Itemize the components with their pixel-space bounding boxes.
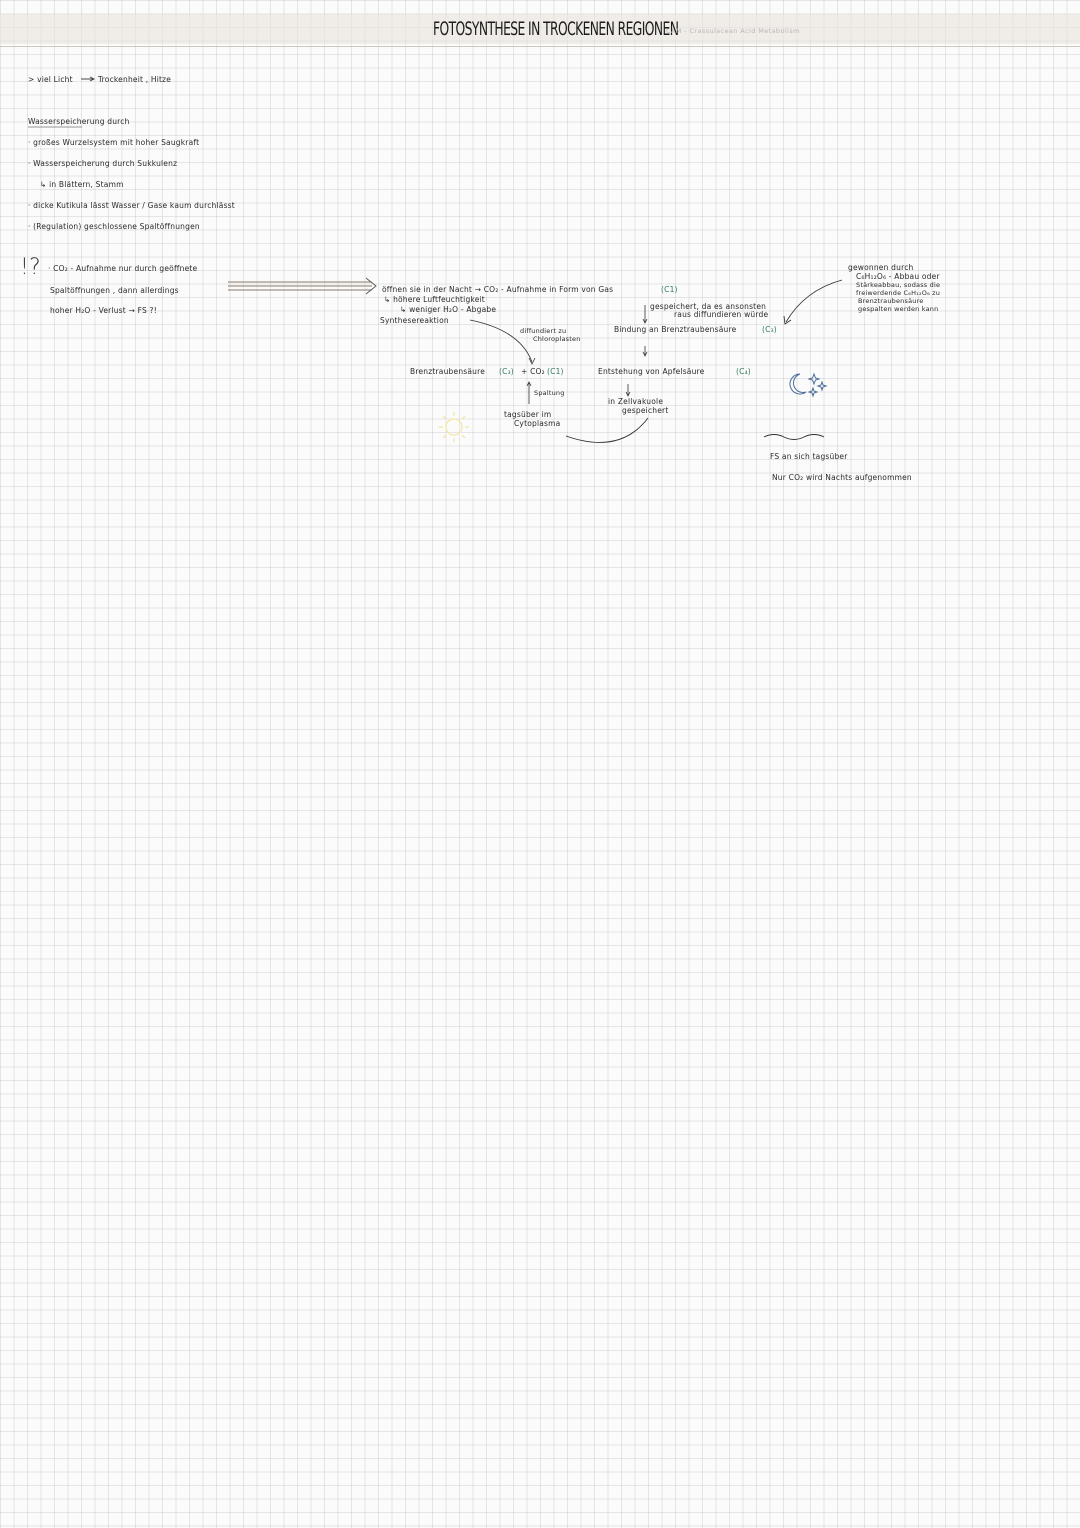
intro-light: > viel Licht <box>28 75 73 84</box>
storage-item: · (Regulation) geschlossene Spaltöffnungen <box>28 222 200 231</box>
plus-co2: + CO₂ <box>521 367 545 376</box>
gained-note: C₆H₁₂O₆ - Abbau oder <box>856 272 940 281</box>
cytoplasm: Cytoplasma <box>514 419 561 428</box>
c1b-label: (C1) <box>547 367 564 376</box>
problem-line: · CO₂ - Aufnahme nur durch geöffnete <box>48 264 198 273</box>
binding: Bindung an Brenztraubensäure <box>614 325 737 334</box>
double-arrow-icon <box>228 278 376 294</box>
synthesis: Synthesereaktion <box>380 316 449 325</box>
problem-line: Spaltöffnungen , dann allerdings <box>50 286 179 295</box>
storage-item: · dicke Kutikula lässt Wasser / Gase kaum durchlässt <box>28 201 235 210</box>
storage-item: · Wasserspeicherung durch Sukkulenz <box>28 159 178 168</box>
pyruvic-acid: Brenztraubensäure <box>410 367 486 376</box>
stored-reason: raus diffundieren würde <box>674 310 769 319</box>
gained-note: Brenztraubensäure <box>858 297 924 305</box>
c4-label: (C₄) <box>736 367 751 376</box>
gained-note: freiwerdende C₆H₁₂O₆ zu <box>856 289 941 297</box>
humidity: ↳ höhere Luftfeuchtigkeit <box>384 295 485 304</box>
less-water: ↳ weniger H₂O - Abgabe <box>400 305 497 314</box>
gained-note: Stärkeabbau, sodass die <box>856 281 941 289</box>
problem-mark: !? <box>20 255 41 280</box>
storage-item: ↳ in Blättern, Stamm <box>40 180 124 189</box>
gained-note: gewonnen durch <box>848 263 914 272</box>
page-title: FOTOSYNTHESE IN TROCKENEN REGIONEN <box>433 18 679 40</box>
gained-note: gespalten werden kann <box>858 305 939 313</box>
c1-label: (C1) <box>661 285 678 294</box>
vacuole: in Zellvakuole <box>608 397 664 406</box>
moon-stars-icon <box>790 374 826 396</box>
header-divider <box>0 46 1080 47</box>
storage-item: · großes Wurzelsystem mit hoher Saugkraft <box>28 138 200 147</box>
daytime: tagsüber im <box>504 410 552 419</box>
fs-day: FS an sich tagsüber <box>770 452 848 461</box>
c3-label: (C₃) <box>499 367 514 376</box>
split-label: Spaltung <box>534 389 565 397</box>
stored-reason: gespeichert, da es ansonsten <box>650 302 767 311</box>
intro-effect: Trockenheit , Hitze <box>98 75 172 84</box>
sun-icon <box>439 412 469 442</box>
open-night: öffnen sie in der Nacht → CO₂ - Aufnahme in Form von Gas <box>382 285 614 294</box>
storage-heading: Wasserspeicherung durch <box>28 117 130 126</box>
c3-binding-label: (C₃) <box>762 325 777 334</box>
problem-line: hoher H₂O - Verlust → FS ?! <box>50 306 157 315</box>
chloroplasts: Chloroplasten <box>533 335 581 343</box>
co2-night: Nur CO₂ wird Nachts aufgenommen <box>772 473 912 482</box>
page-subtitle: CAM - Crassulacean Acid Metabolism <box>666 27 800 35</box>
vacuole: gespeichert <box>622 406 669 415</box>
diffuses: diffundiert zu <box>520 327 567 335</box>
malic-acid: Entstehung von Apfelsäure <box>598 367 705 376</box>
